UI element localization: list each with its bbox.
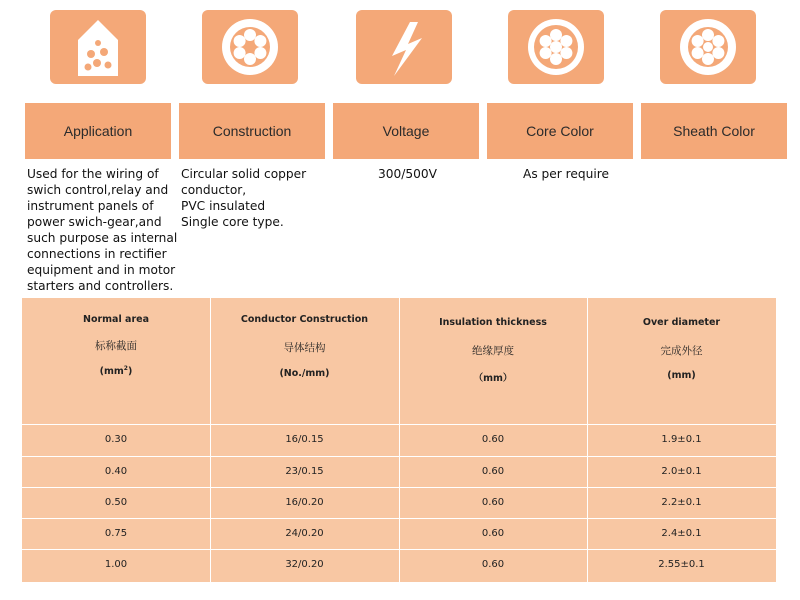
normal-area-label: Normal area <box>83 314 149 325</box>
construction-cable-icon <box>202 10 298 84</box>
normal-area-unit: $(mm^2)$ <box>99 365 133 378</box>
column-header-insulation-thickness <box>399 298 587 424</box>
normal-area-label-zh: 标称截面 <box>95 340 137 352</box>
application-line: such purpose as internal <box>27 231 178 245</box>
table-cell: 0.50 <box>104 497 128 508</box>
header-construction: Construction <box>179 103 325 159</box>
insulation-thickness-unit: （mm） <box>473 373 513 384</box>
table-cell: 2.4±0.1 <box>661 528 702 539</box>
column-header-conductor-construction <box>210 298 399 424</box>
table-cell: 0.60 <box>481 497 505 508</box>
application-description <box>27 166 177 294</box>
construction-line: PVC insulated <box>181 199 266 213</box>
table-cell: 0.60 <box>481 528 505 539</box>
application-line: Used for the wiring of <box>27 167 159 181</box>
core-color-value: As per require <box>523 167 610 181</box>
column-header-over-diameter <box>587 298 776 424</box>
application-line: connections in rectifier <box>27 247 167 261</box>
conductor-construction-label-zh: 导体结构 <box>283 342 326 354</box>
table-cell: 1.9±0.1 <box>661 434 702 445</box>
table-cell: 0.75 <box>104 528 128 539</box>
table-cell: 1.00 <box>104 559 128 570</box>
application-line: starters and controllers. <box>27 279 174 293</box>
construction-icon-box <box>202 10 298 84</box>
table-cell: 23/0.15 <box>285 466 324 477</box>
sheath-color-cable-icon <box>660 10 756 84</box>
voltage-icon-box <box>356 10 452 84</box>
header-voltage: Voltage <box>333 103 479 159</box>
table-cell: 32/0.20 <box>285 559 324 570</box>
table-cell: 24/0.20 <box>285 528 324 539</box>
table-cell: 16/0.20 <box>285 497 324 508</box>
application-line: instrument panels of <box>27 199 154 213</box>
conductor-construction-unit: (No./mm) <box>279 368 330 379</box>
table-cell: 16/0.15 <box>285 434 324 445</box>
header-core-color: Core Color <box>487 103 633 159</box>
over-diameter-unit: (mm) <box>667 370 696 381</box>
conductor-construction-label: Conductor Construction <box>240 314 369 325</box>
over-diameter-label: Over diameter <box>642 317 721 328</box>
core-color-cable-icon <box>508 10 604 84</box>
voltage-value: 300/500V <box>378 167 437 181</box>
construction-line: Circular solid copper <box>181 167 307 181</box>
table-cell: 0.30 <box>104 434 128 445</box>
spec-table <box>22 298 776 582</box>
table-cell: 0.60 <box>481 559 505 570</box>
construction-description <box>181 166 306 230</box>
table-cell: 2.0±0.1 <box>661 466 702 477</box>
header-application: Application <box>25 103 171 159</box>
table-cell: 0.40 <box>104 466 128 477</box>
application-house-icon <box>50 10 146 84</box>
insulation-thickness-label: Insulation thickness <box>439 317 547 328</box>
table-cell: 0.60 <box>481 466 505 477</box>
column-header-normal-area <box>22 298 210 424</box>
voltage-lightning-icon <box>356 10 452 84</box>
application-line: equipment and in motor <box>27 263 176 277</box>
header-sheath-color: Sheath Color <box>641 103 787 159</box>
construction-line: conductor, <box>181 183 247 197</box>
core-color-icon-box <box>508 10 604 84</box>
application-icon-box <box>50 10 146 84</box>
table-cell: 2.55±0.1 <box>658 559 705 570</box>
application-line: swich control,relay and <box>27 183 169 197</box>
table-cell: 0.60 <box>481 434 505 445</box>
construction-line: Single core type. <box>181 215 284 229</box>
application-line: power swich-gear,and <box>27 215 162 229</box>
insulation-thickness-label-zh: 绝缘厚度 <box>472 345 514 357</box>
sheath-color-icon-box <box>660 10 756 84</box>
over-diameter-label-zh: 完成外径 <box>660 345 703 357</box>
table-cell: 2.2±0.1 <box>661 497 702 508</box>
